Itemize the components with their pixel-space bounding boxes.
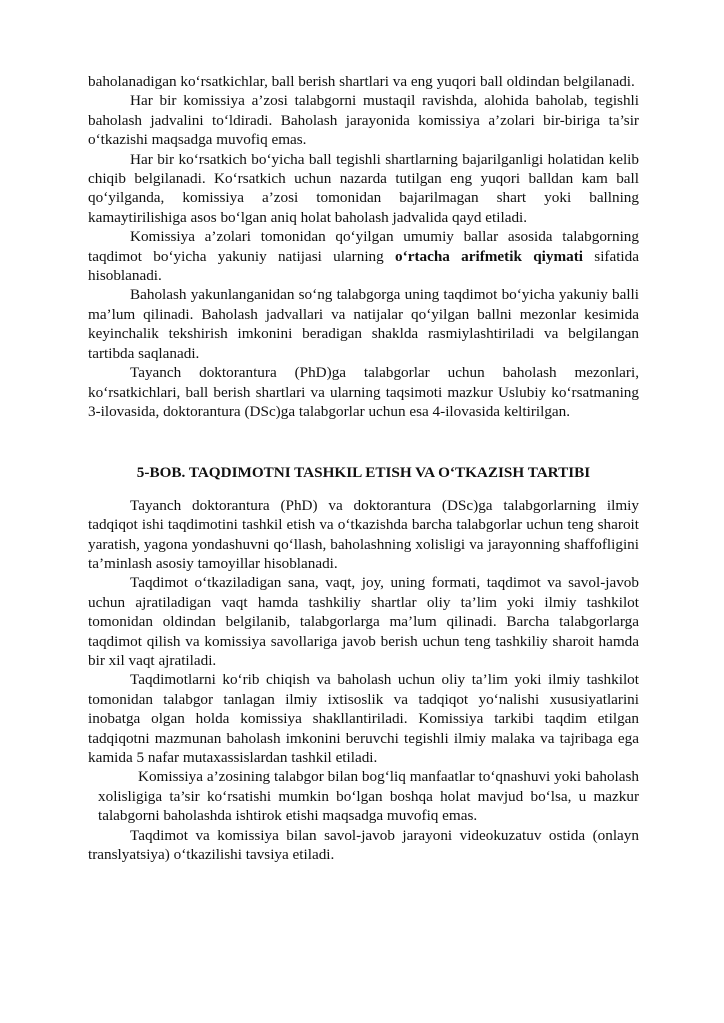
average-score-emphasis: o‘rtacha arifmetik qiymati — [395, 247, 583, 265]
document-page — [88, 72, 639, 864]
paragraph-score-conditions: Har bir ko‘rsatkich bo‘yicha ball tegishli shartlarning bajarilganligi holatidan kelib chiqib belgilanadi. Ko‘rsatkich uchun nazarda tutilgan eng yuqori balldan kam ball qo‘yilganda, komissiya a’zosi tomonidan bajarilmagan shart yoki ballning kamaytirilishiga asos bo‘lgan aniq holat baholash jadvalida qayd etiladi. — [88, 150, 639, 226]
paragraph-criteria-appendix: Tayanch doktorantura (PhD)ga talabgorlar uchun baholash mezonlari, ko‘rsatkichlari, ball berish shartlari va ularning taqsimoti mazkur Uslubiy ko‘rsatmaning 3-ilovasida, doktorantura (DSc)ga talabgorlar uchun esa 4-ilovasida keltirilgan. — [88, 364, 639, 420]
paragraph-commission-formation: Taqdimotlarni ko‘rib chiqish va baholash uchun oliy ta’lim yoki ilmiy tashkilot tomonidan talabgor tanlagan ilmiy ixtisoslik va tadqiqot yo‘nalishi xususiyatlarini inobatga olgan holda komissiya shakllantiriladi. Komissiya tarkibi taqdim etilgan tadqiqotni mazmunan baholash imkonini beruvchi tegishli ilmiy malaka va tajribaga ega kamida 5 nafar mutaxassislardan tashkil etiladi. — [88, 671, 639, 766]
paragraph-final-score: Baholash yakunlanganidan so‘ng talabgorga uning taqdimot bo‘yicha yakuniy balli ma’lum qilinadi. Baholash jadvallari va natijalar qo‘yilgan ballni mezonlar kesimida keyinchalik tekshirish imkonini beradigan shaklda rasmiylashtiriladi va belgilangan tartibda saqlanadi. — [88, 286, 639, 362]
paragraph-presentation-schedule: Taqdimot o‘tkaziladigan sana, vaqt, joy, uning formati, taqdimot va savol-javob uchun ajratiladigan vaqt hamda tashkiliy shartlar oliy ta’lim yoki ilmiy tashkilot tomonidan oldindan belgilanib, talabgorlarga ma’lum qilinadi. Barcha talabgorlarga taqdimot qilish va komissiya savollariga javob berish uchun teng tashkiliy sharoit hamda bir xil vaqt ajratiladi. — [88, 574, 639, 669]
paragraph-conflict-of-interest: Komissiya a’zosining talabgor bilan bog‘liq manfaatlar to‘qnashuvi yoki baholash xolisligiga ta’sir ko‘rsatishi mumkin bo‘lgan boshqa holat mavjud bo‘lsa, u mazkur talabgorni baholashda ishtirok etishi maqsadga muvofiq emas. — [98, 768, 639, 825]
paragraph-video-monitoring: Taqdimot va komissiya bilan savol-javob jarayoni videokuzatuv ostida (onlayn translyatsiya) o‘tkazilishi tavsiya etiladi. — [88, 826, 639, 864]
paragraph-independent-evaluation: Har bir komissiya a’zosi talabgorni mustaqil ravishda, alohida baholab, tegishli baholash jadvalini to‘ldiradi. Baholash jarayonida komissiya a’zolari bir-biriga ta’sir o‘tkazishi maqsadga muvofiq emas. — [88, 92, 639, 149]
paragraph-average-score — [88, 227, 639, 285]
paragraph-principles: Tayanch doktorantura (PhD) va doktorantura (DSc)ga talabgorlarning ilmiy tadqiqot ishi taqdimotini tashkil etish va o‘tkazishda barcha talabgorlar uchun teng sharoit yaratish, yagona yondashuvni qo‘llash, baholashning xolisligi va jarayonning shaffofligini ta’minlash asosiy tamoyillar hisoblanadi. — [88, 496, 639, 572]
average-score-text-before: Komissiya a’zolari tomonidan qo‘yilgan umumiy ballar asosida talabgorning taqdimot bo‘yicha yakuniy natijasi ularning — [88, 228, 639, 265]
average-score-text-after: sifatida hisoblanadi. — [88, 247, 639, 285]
chapter-heading: 5-BOB. TAQDIMOTNI TASHKIL ETISH VA O‘TKAZISH TARTIBI — [136, 464, 591, 482]
paragraph-criteria-continuation: baholanadigan ko‘rsatkichlar, ball berish shartlari va eng yuqori ball oldindan belgilanadi. — [88, 73, 635, 90]
